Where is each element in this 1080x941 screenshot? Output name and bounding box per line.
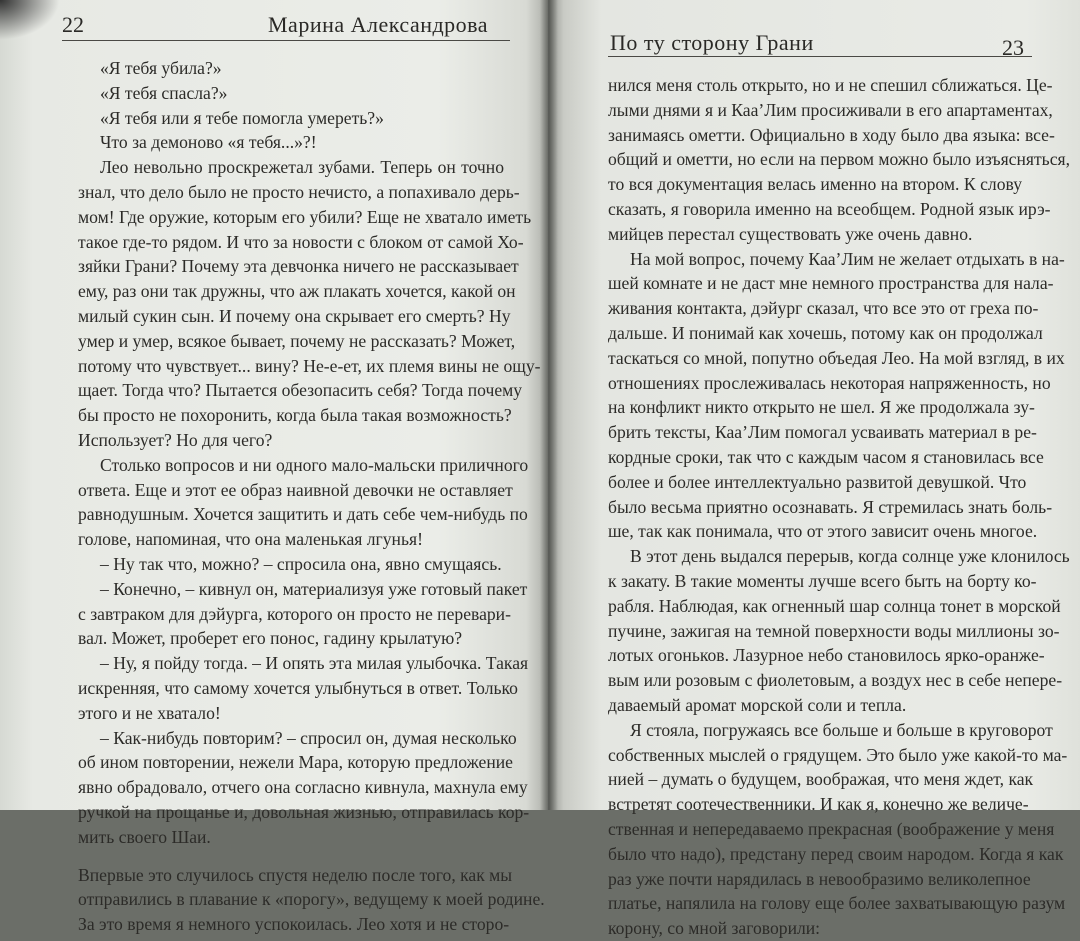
text-line: потому что чувствует... вину? Не-е-ет, их племя вины не ощу- [78,355,541,376]
text-line: было весьма приятно осознавать. Я стремилась знать боль- [608,496,1053,517]
text-line: нился меня столь открыто, но и не спешил сближаться. Це- [608,75,1053,95]
text-line: платье, напялила на голову еще более захватывающую разум [608,893,1066,914]
text-line: На мой вопрос, почему Каа’Лим не желает отдыхать в на- [630,248,1065,269]
text-line: встретят соотечественники. И как я, конечно же величе- [608,794,1029,815]
text-line: «Я тебя спасла?» [100,82,228,103]
left-page-number: 22 [62,12,84,37]
text-line: кордные сроки, так что с каждым часом я становилась все [608,446,1044,467]
text-line: лотых огоньков. Лазурное небо становилось ярко-оранже- [608,645,1045,666]
text-line: отправились в плавание к «порогу», ведущему к моей родине. [78,889,545,910]
text-line: вым или розовым с фиолетовым, а воздух нес в себе непере- [608,670,1063,691]
right-running-head: По ту сторону Грани [610,30,814,55]
text-line: рабля. Наблюдая, как огненный шар солнца тонет в морской [608,595,1061,616]
text-line: «Я тебя убила?» [100,58,222,78]
text-line: «Я тебя или я тебе помогла умереть?» [100,107,384,128]
text-line: знал, что дело было не просто нечисто, а попахивало дерь- [78,181,520,202]
text-line: корону, со мной заговорили: [608,918,821,939]
text-line: умер и умер, всякое бывает, почему не рассказать? Может, [78,330,516,351]
text-line: то вся документация велась именно на втором. К слову [608,174,1022,195]
text-line: зяйки Грани? Почему эта девчонка ничего не рассказывает [78,256,519,277]
text-line: голове, напоминая, что она маленькая лгунья! [78,529,423,550]
text-line: бы просто не похоронить, когда была такая возможность? [78,405,512,426]
text-line: ручкой на прощанье и, довольная жизнью, отправилась кор- [78,801,530,822]
text-line: даваемый аромат морской соли и тепла. [608,694,907,715]
text-line: мить своего Шаи. [78,826,211,847]
text-line: этого и не хватало! [78,702,221,723]
text-line: брить тексты, Каа’Лим помогал усваивать материал в ре- [608,422,1037,443]
book-gutter [540,0,558,810]
text-line: За это время я немного успокоилась. Лео хотя и не сторо- [78,914,510,935]
text-line: занимаясь ометти. Официально в ходу было два языка: все- [608,124,1055,145]
text-line: об ином повторении, нежели Мара, которую предложение [78,752,513,773]
text-line: сказать, я говорила именно на всеобщем. Родной язык ирэ- [608,198,1051,219]
text-line: Впервые это случилось спустя неделю после того, как мы [78,864,513,885]
text-line: – Как-нибудь повторим? – спросил он, думая несколько [100,727,517,748]
left-running-head: Марина Александрова [268,12,489,37]
text-line: Столько вопросов и ни одного мало-мальски приличного [100,454,529,475]
text-line: равнодушным. Хочется защитить и дать себе чем-нибудь по [78,504,528,525]
text-line: мом! Где оружие, которым его убили? Еще не хватало иметь [78,206,532,227]
text-line: – Ну так что, можно? – спросила она, явно смущаясь. [100,553,502,574]
text-line: нией – думать о будущем, воображая, что меня ждет, как [608,769,1034,790]
text-line: Что за демоново «я тебя...»?! [100,132,317,153]
text-line: с завтраком для дэйурга, которого он просто не перевари- [78,603,511,624]
text-line: более и более интеллектуально развитой девушкой. Что [608,471,1027,492]
text-line: В этот день выдался перерыв, когда солнце уже клонилось [630,546,1070,567]
text-line: – Ну, я пойду тогда. – И опять эта милая улыбочка. Такая [100,653,529,674]
left-header-rule [62,40,510,41]
text-line: милый сукин сын. И почему она скрывает его смерть? Ну [78,305,511,326]
text-line: лыми днями я и Каа’Лим просиживали в его апартаментах, [608,99,1053,120]
text-line: отношениях прослеживалась некоторая напряженность, но [608,372,1051,393]
text-line: мийцев перестал существовать уже очень давно. [608,223,973,244]
text-line: Использует? Но для чего? [78,429,273,450]
text-line: вал. Может, проберет его понос, гадину крылатую? [78,628,463,649]
text-line: искренняя, что самому хочется улыбнуться в ответ. Только [78,677,518,698]
text-line: явно обрадовало, отчего она согласно кивнула, махнула ему [78,777,528,798]
text-line [78,850,504,863]
text-line: дальше. И понимай как хочешь, потому как он продолжал [608,322,1043,343]
text-line: раз уже почти нарядилась в невообразимо великолепное [608,868,1031,889]
text-line: живания контакта, дэйург сказал, что все это от греха по- [608,298,1039,319]
text-line: – Конечно, – кивнул он, материализуя уже готовый пакет [100,578,528,599]
text-line: ше, так как понимала, что от этого зависит очень многое. [608,521,1038,542]
text-line: Лео невольно проскрежетал зубами. Теперь он точно [100,157,504,178]
right-header-rule [608,56,1032,57]
text-line: пучине, зажигая на темной поверхности воды миллионы зо- [608,620,1060,641]
text-line: таскаться со мной, попутно объедая Лео. На мой взгляд, в их [608,347,1065,368]
left-page-text [78,56,545,937]
corner-shadow [0,0,60,40]
text-line: на конфликт никто открыто не шел. Я же продолжала зу- [608,397,1035,418]
text-line: общий и ометти, но если на первом можно было изъясняться, [608,149,1071,170]
right-page-text [608,73,1071,941]
text-line: щает. Тогда что? Пытается обезопасить себя? Тогда почему [78,380,523,401]
text-line: ему, раз они так дружны, что аж плакать хочется, какой он [78,281,516,302]
text-line: такое где-то рядом. И что за новости с блоком от самой Хо- [78,231,524,252]
text-line: ственная и непередаваемо прекрасная (воображение у меня [608,818,1055,839]
text-line: собственных мыслей о грядущем. Это было уже какой-то ма- [608,744,1068,765]
text-line: к закату. В такие моменты лучше всего быть на борту ко- [608,570,1037,591]
text-line: ответа. Еще и этот ее образ наивной девочки не оставляет [78,479,513,500]
text-line: шей комнате и не даст мне немного пространства для нала- [608,273,1054,294]
text-line: было что надо), предстану перед своим народом. Когда я как [608,843,1064,864]
text-line: Я стояла, погружаясь все больше и больше в круговорот [630,719,1053,740]
right-page-number: 23 [1002,35,1024,60]
